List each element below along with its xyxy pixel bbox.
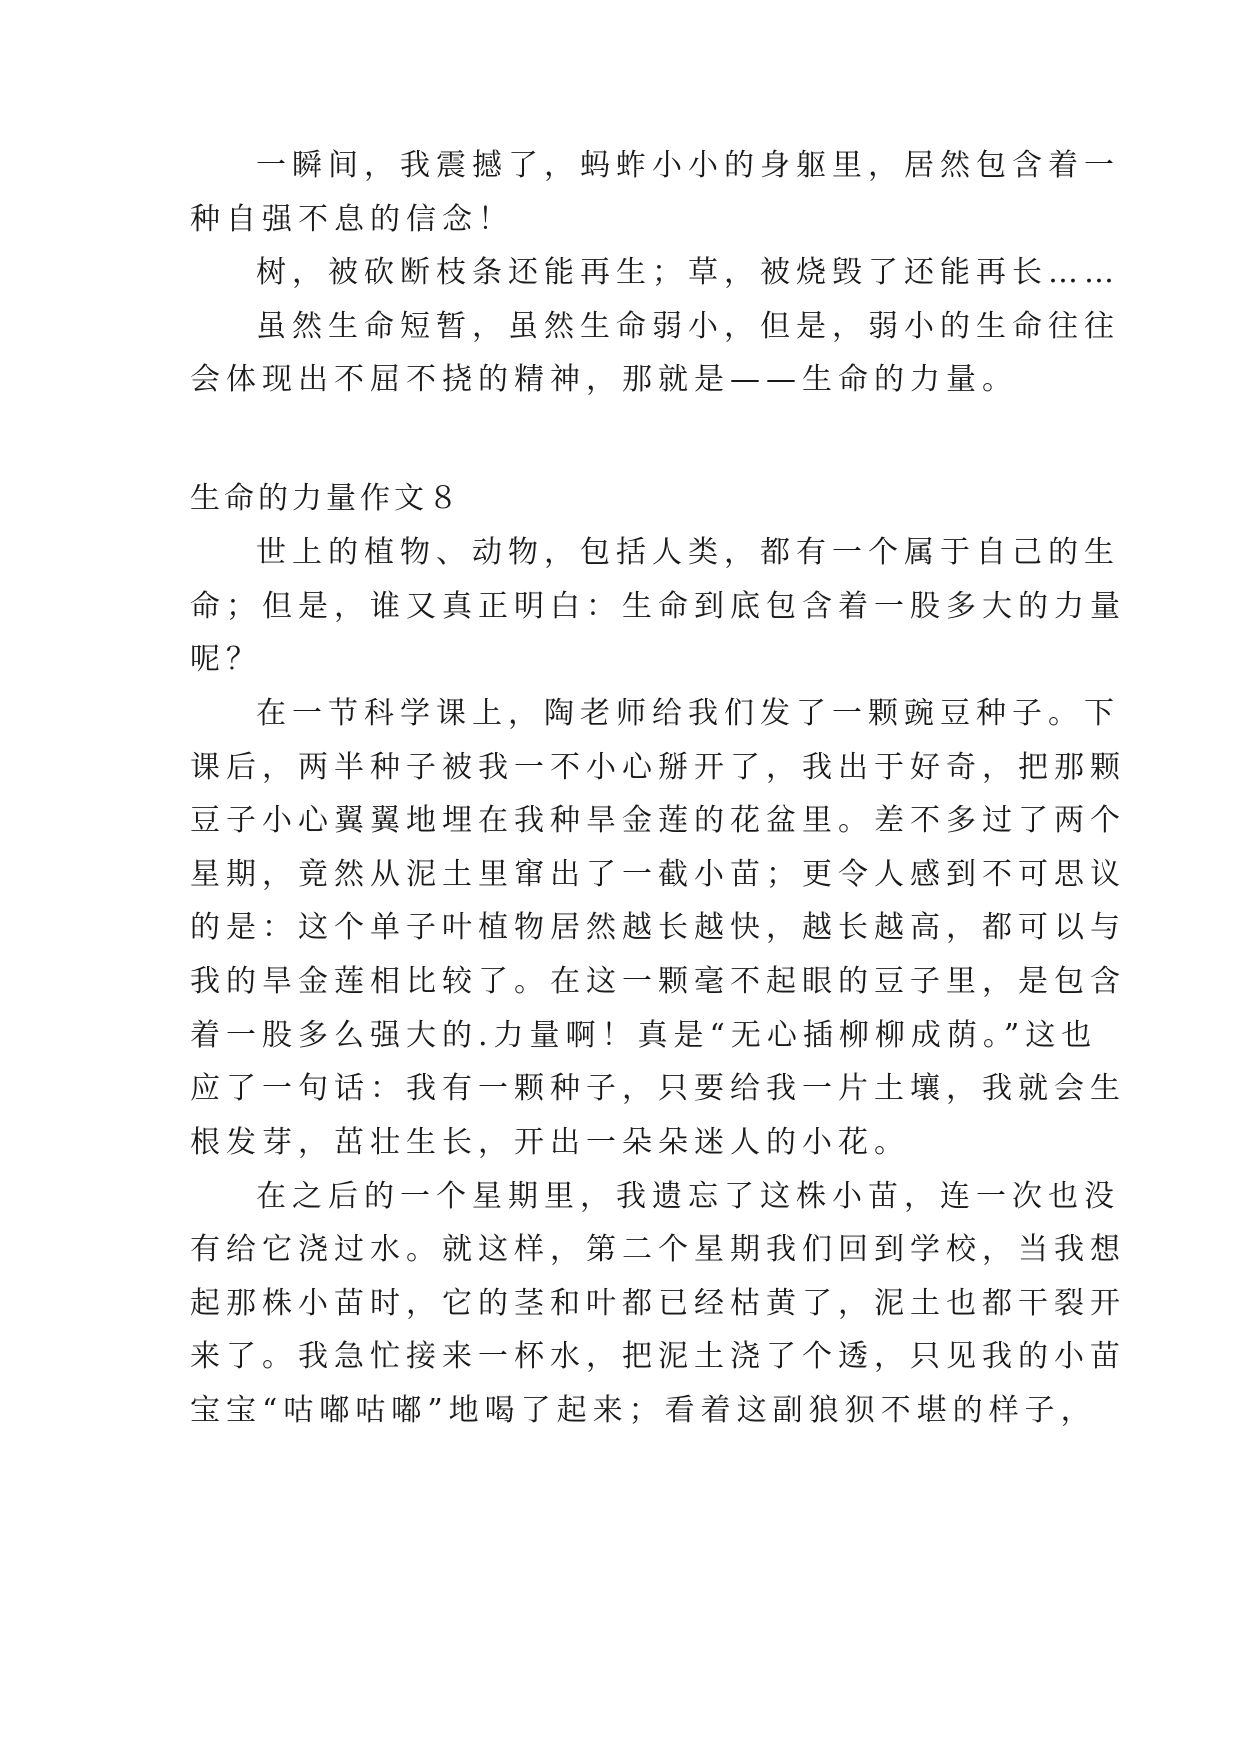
paragraph-6-line-4: 来了。我急忙接来一杯水，把泥土浇了个透，只见我的小苗	[190, 1339, 1126, 1374]
paragraph-5-line-4: 星期，竟然从泥土里窜出了一截小苗；更令人感到不可思议	[190, 857, 1126, 892]
paragraph-4-line-3: 呢？	[190, 642, 262, 677]
paragraph-3-line-1: 虽然生命短暂，虽然生命弱小，但是，弱小的生命往往	[256, 309, 1120, 344]
paragraph-4-line-2: 命；但是，谁又真正明白：生命到底包含着一股多大的力量	[190, 589, 1126, 624]
section-title: 生命的力量作文８	[190, 481, 462, 516]
paragraph-6-line-1: 在之后的一个星期里，我遗忘了这株小苗，连一次也没	[256, 1179, 1120, 1214]
paragraph-5-line-8: 应了一句话：我有一颗种子，只要给我一片土壤，我就会生	[190, 1071, 1126, 1106]
paragraph-1-line-2: 种自强不息的信念！	[190, 202, 514, 237]
paragraph-5-line-2: 课后，两半种子被我一不小心掰开了，我出于好奇，把那颗	[190, 750, 1126, 785]
paragraph-5-line-1: 在一节科学课上，陶老师给我们发了一颗豌豆种子。下	[256, 696, 1120, 731]
paragraph-5-line-7: 着一股多么强大的.力量啊！真是“无心插柳柳成荫。”这也	[190, 1018, 1098, 1053]
paragraph-3-line-2: 会体现出不屈不挠的精神，那就是——生命的力量。	[190, 362, 1018, 397]
paragraph-6-line-3: 起那株小苗时，它的茎和叶都已经枯黄了，泥土也都干裂开	[190, 1286, 1126, 1321]
paragraph-6-line-5: 宝宝“咕嘟咕嘟”地喝了起来；看着这副狼狈不堪的样子，	[190, 1393, 1097, 1428]
paragraph-5-line-3: 豆子小心翼翼地埋在我种旱金莲的花盆里。差不多过了两个	[190, 803, 1126, 838]
paragraph-1-line-1: 一瞬间，我震撼了，蚂蚱小小的身躯里，居然包含着一	[256, 148, 1120, 183]
paragraph-5-line-5: 的是：这个单子叶植物居然越长越快，越长越高，都可以与	[190, 910, 1126, 945]
paragraph-5-line-9: 根发芽，茁壮生长，开出一朵朵迷人的小花。	[190, 1125, 910, 1160]
paragraph-6-line-2: 有给它浇过水。就这样，第二个星期我们回到学校，当我想	[190, 1232, 1126, 1267]
paragraph-2-line-1: 树，被砍断枝条还能再生；草，被烧毁了还能再长……	[256, 255, 1120, 290]
paragraph-4-line-1: 世上的植物、动物，包括人类，都有一个属于自己的生	[256, 535, 1120, 570]
paragraph-5-line-6: 我的旱金莲相比较了。在这一颗毫不起眼的豆子里，是包含	[190, 964, 1126, 999]
